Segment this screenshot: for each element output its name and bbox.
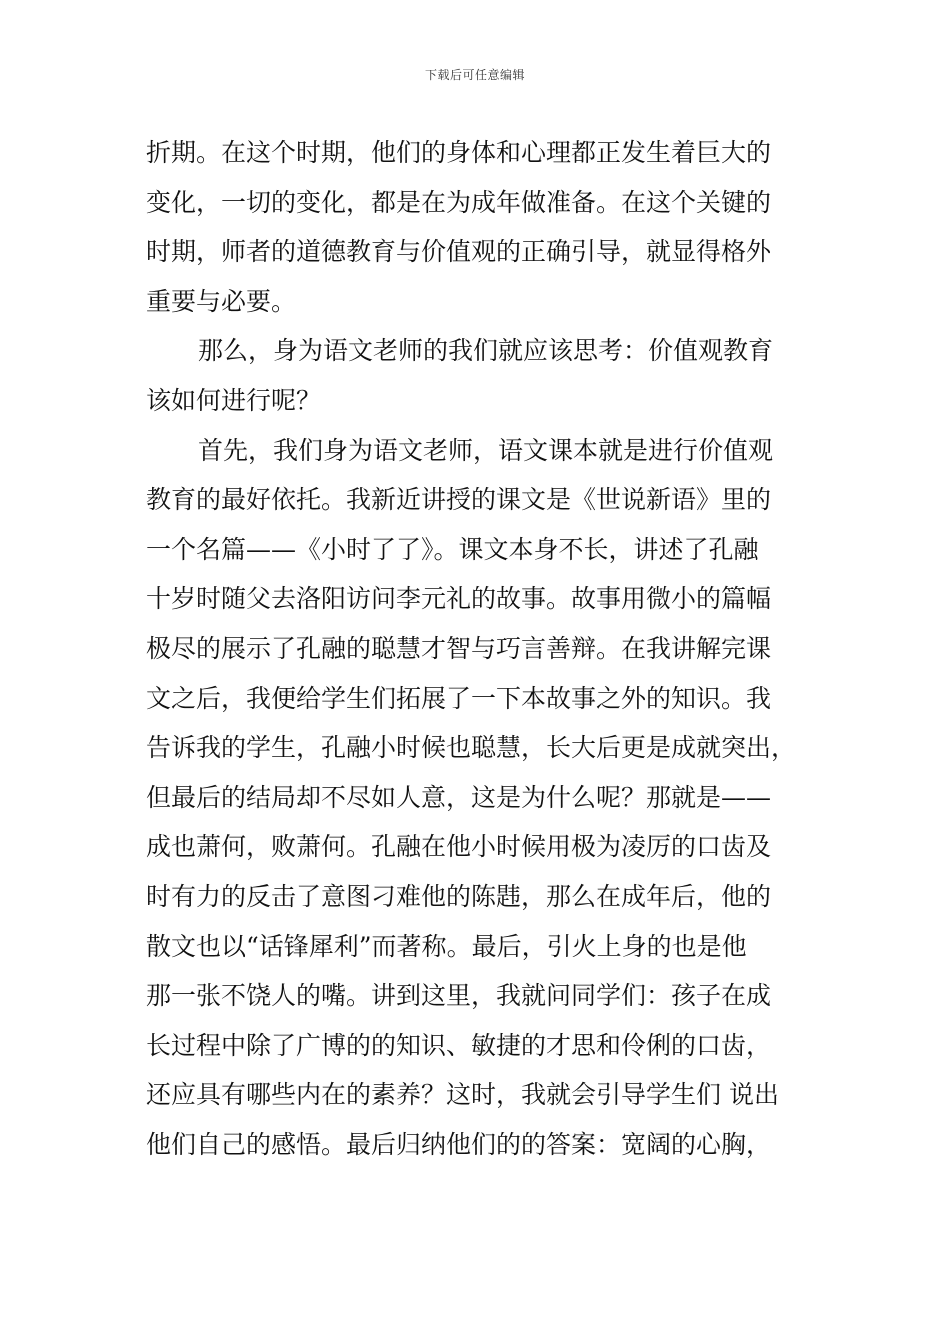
- text-line: 散文也以“话锋犀利”而著称。最后，引火上身的也是他: [146, 931, 747, 961]
- text-line: 教育的最好依托。我新近讲授的课文是《世说新语》里的: [146, 485, 772, 515]
- text-line: 告诉我的学生，孔融小时候也聪慧，长大后更是成就突出，: [146, 733, 797, 763]
- page-header: 下载后可任意编辑: [424, 68, 525, 82]
- text-line: 那一张不饶人的嘴。讲到这里，我就问同学们：孩子在成: [146, 981, 772, 1011]
- text-line: 极尽的展示了孔融的聪慧才智与巧言善辩。在我讲解完课: [146, 633, 772, 663]
- text-line: 时期，师者的道德教育与价值观的正确引导，就显得格外: [146, 237, 772, 267]
- text-line: 该如何进行呢？: [146, 385, 322, 415]
- text-line: 时有力的反击了意图刁难他的陈韪，那么在成年后，他的: [146, 881, 772, 911]
- text-line: 长过程中除了广博的的知识、敏捷的才思和伶俐的口齿，: [146, 1030, 772, 1060]
- paragraph-start-line: 那么，身为语文老师的我们就应该思考：价值观教育: [198, 336, 774, 366]
- text-line: 但最后的结局却不尽如人意，这是为什么呢？那就是——: [146, 782, 772, 812]
- text-line: 他们自己的感悟。最后归纳他们的的答案：宽阔的心胸，: [146, 1129, 772, 1159]
- body-text: [146, 128, 806, 1169]
- text-line: 一个名篇——《小时了了》。课文本身不长，讲述了孔融: [146, 534, 759, 564]
- text-line: 文之后，我便给学生们拓展了一下本故事之外的知识。我: [146, 683, 772, 713]
- text-line: 还应具有哪些内在的素养？这时，我就会引导学生们 说出: [146, 1080, 779, 1110]
- text-line: 变化，一切的变化，都是在为成年做准备。在这个关键的: [146, 187, 772, 217]
- text-line: 折期。在这个时期，他们的身体和心理都正发生着巨大的: [146, 138, 772, 167]
- text-line: 成也萧何，败萧何。孔融在他小时候用极为凌厉的口齿及: [146, 832, 772, 862]
- text-line: 重要与必要。: [146, 286, 297, 316]
- text-line: 十岁时随父去洛阳访问李元礼的故事。故事用微小的篇幅: [146, 584, 772, 614]
- paragraph-start-line: 首先，我们身为语文老师，语文课本就是进行价值观: [198, 435, 774, 465]
